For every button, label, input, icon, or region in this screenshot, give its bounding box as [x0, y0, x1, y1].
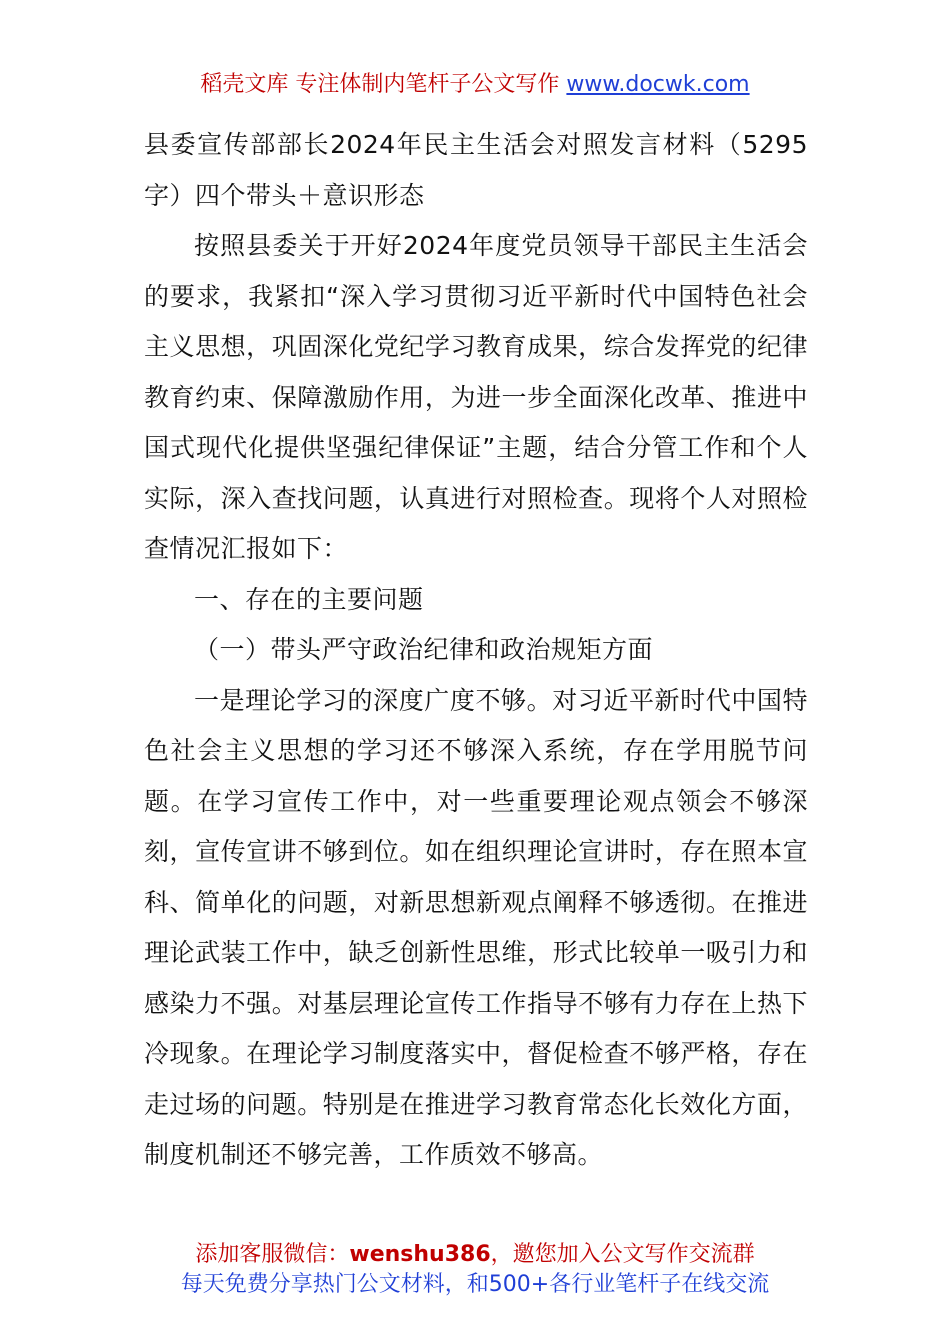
footer-promo-line: 每天免费分享热门公文材料，和500+各行业笔杆子在线交流: [180, 1272, 770, 1297]
footer-contact-line: [0, 1240, 950, 1270]
subsection-heading: （一）带头严守政治纪律和政治规矩方面: [194, 635, 654, 664]
footer-contact-suffix: ，邀您加入公文写作交流群: [490, 1242, 755, 1267]
footer-contact-prefix: 添加客服微信：: [195, 1242, 350, 1267]
header-brand-text: 稻壳文库 专注体制内笔杆子公文写作: [200, 72, 560, 97]
footer-wechat-id: wenshu386: [349, 1242, 491, 1267]
header-website-link[interactable]: www.docwk.com: [566, 72, 750, 97]
intro-paragraph: 按照县委关于开好2024年度党员领导干部民主生活会的要求，我紧扣“深入学习贯彻习近平新时代中国特色社会主义思想，巩固深化党纪学习教育成果，综合发挥党的纪律教育约束、保障激励作用，为进一步全面深化改革、推进中国式现代化提供坚强纪律保证”主题，结合分管工作和个人实际，深入查找问题，认真进行对照检查。现将个人对照检查情况汇报如下：: [144, 231, 808, 563]
document-title: 县委宣传部部长2024年民主生活会对照发言材料（5295字）四个带头＋意识形态: [144, 130, 808, 210]
page-header: [0, 70, 950, 100]
page-footer: [0, 1240, 950, 1300]
section-heading: 一、存在的主要问题: [194, 584, 424, 614]
body-paragraph: 一是理论学习的深度广度不够。对习近平新时代中国特色社会主义思想的学习还不够深入系统，存在学用脱节问题。在学习宣传工作中，对一些重要理论观点领会不够深刻，宣传宣讲不够到位。如在组织理论宣讲时，存在照本宣科、简单化的问题，对新思想新观点阐释不够透彻。在推进理论武装工作中，缺乏创新性思维，形式比较单一吸引力和感染力不强。对基层理论宣传工作指导不够有力存在上热下冷现象。在理论学习制度落实中，督促检查不够严格，存在走过场的问题。特别是在推进学习教育常态化长效化方面，制度机制还不够完善，工作质效不够高。: [144, 685, 808, 1169]
document-body: [144, 120, 808, 1181]
